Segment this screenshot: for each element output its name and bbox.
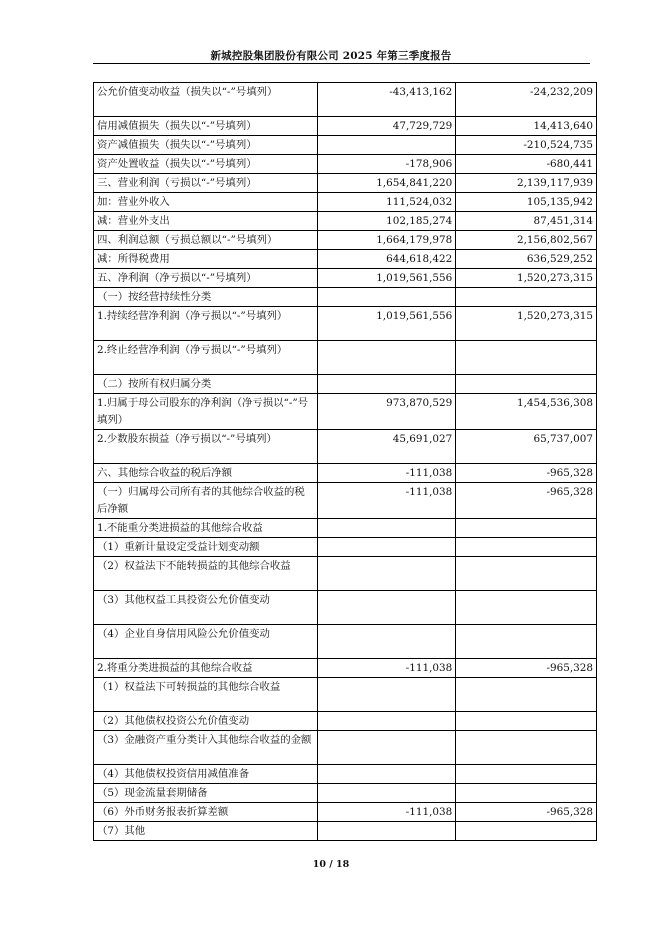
current-period-value: -111,038 bbox=[317, 803, 456, 822]
row-label: （5）现金流量套期储备 bbox=[94, 784, 318, 803]
report-header: 新城控股集团股份有限公司 2025 年第三季度报告 bbox=[210, 50, 452, 62]
prior-period-value: 65,737,007 bbox=[456, 430, 597, 464]
current-period-value bbox=[317, 784, 456, 803]
current-period-value: -43,413,162 bbox=[317, 83, 456, 117]
row-label: 减：营业外支出 bbox=[94, 212, 318, 231]
prior-period-value: 1,520,273,315 bbox=[456, 269, 597, 288]
prior-period-value: -210,524,735 bbox=[456, 136, 597, 155]
current-period-value: -111,038 bbox=[317, 464, 456, 483]
row-label: （3）金融资产重分类计入其他综合收益的金额 bbox=[94, 731, 318, 765]
table-row bbox=[94, 288, 597, 307]
row-label: （1）重新计量设定受益计划变动额 bbox=[94, 538, 318, 557]
current-period-value: -111,038 bbox=[317, 659, 456, 678]
current-period-value: 1,654,841,220 bbox=[317, 174, 456, 193]
current-period-value bbox=[317, 625, 456, 659]
prior-period-value: 87,451,314 bbox=[456, 212, 597, 231]
prior-period-value: 2,156,802,567 bbox=[456, 231, 597, 250]
current-period-value: 111,524,032 bbox=[317, 193, 456, 212]
prior-period-value: 105,135,942 bbox=[456, 193, 597, 212]
row-label: 2.将重分类进损益的其他综合收益 bbox=[94, 659, 318, 678]
current-period-value bbox=[317, 765, 456, 784]
current-period-value: 102,185,274 bbox=[317, 212, 456, 231]
table-row bbox=[94, 250, 597, 269]
prior-period-value bbox=[456, 784, 597, 803]
prior-period-value: 1,520,273,315 bbox=[456, 307, 597, 341]
prior-period-value: 14,413,640 bbox=[456, 117, 597, 136]
current-period-value: 1,019,561,556 bbox=[317, 307, 456, 341]
prior-period-value bbox=[456, 822, 597, 841]
page-number: 10 / 18 bbox=[312, 859, 350, 870]
table-row bbox=[94, 519, 597, 538]
table-row bbox=[94, 483, 597, 519]
table-row bbox=[94, 538, 597, 557]
table-row bbox=[94, 83, 597, 117]
prior-period-value bbox=[456, 712, 597, 731]
row-label: 三、营业利润（亏损以“-”号填列） bbox=[94, 174, 318, 193]
prior-period-value: 636,529,252 bbox=[456, 250, 597, 269]
current-period-value: 47,729,729 bbox=[317, 117, 456, 136]
row-label: （4）其他债权投资信用减值准备 bbox=[94, 765, 318, 784]
current-period-value bbox=[317, 731, 456, 765]
row-label: （一）归属母公司所有者的其他综合收益的税后净额 bbox=[94, 483, 318, 519]
table-row bbox=[94, 803, 597, 822]
table-body bbox=[94, 83, 597, 841]
table-row bbox=[94, 731, 597, 765]
table-row bbox=[94, 269, 597, 288]
table-row bbox=[94, 375, 597, 394]
table-row bbox=[94, 625, 597, 659]
prior-period-value bbox=[456, 731, 597, 765]
current-period-value bbox=[317, 341, 456, 375]
prior-period-value: -965,328 bbox=[456, 483, 597, 519]
row-label: 1.持续经营净利润（净亏损以“-”号填列） bbox=[94, 307, 318, 341]
prior-period-value bbox=[456, 591, 597, 625]
prior-period-value: 1,454,536,308 bbox=[456, 394, 597, 430]
current-period-value: 45,691,027 bbox=[317, 430, 456, 464]
current-period-value bbox=[317, 591, 456, 625]
current-period-value bbox=[317, 678, 456, 712]
table-row bbox=[94, 307, 597, 341]
prior-period-value bbox=[456, 375, 597, 394]
row-label: 加：营业外收入 bbox=[94, 193, 318, 212]
prior-period-value: -965,328 bbox=[456, 464, 597, 483]
prior-period-value: -965,328 bbox=[456, 659, 597, 678]
row-label: （6）外币财务报表折算差额 bbox=[94, 803, 318, 822]
row-label: 六、其他综合收益的税后净额 bbox=[94, 464, 318, 483]
row-label: （二）按所有权归属分类 bbox=[94, 375, 318, 394]
prior-period-value bbox=[456, 288, 597, 307]
table-row bbox=[94, 784, 597, 803]
current-period-value: -178,906 bbox=[317, 155, 456, 174]
current-period-value bbox=[317, 136, 456, 155]
current-period-value bbox=[317, 288, 456, 307]
current-period-value bbox=[317, 712, 456, 731]
current-period-value bbox=[317, 375, 456, 394]
row-label: 资产减值损失（损失以“-”号填列） bbox=[94, 136, 318, 155]
prior-period-value: 2,139,117,939 bbox=[456, 174, 597, 193]
prior-period-value bbox=[456, 625, 597, 659]
income-statement-table bbox=[93, 82, 597, 841]
row-label: 信用减值损失（损失以“-”号填列） bbox=[94, 117, 318, 136]
current-period-value bbox=[317, 538, 456, 557]
table-row bbox=[94, 155, 597, 174]
prior-period-value bbox=[456, 678, 597, 712]
row-label: 资产处置收益（损失以“-”号填列） bbox=[94, 155, 318, 174]
table-row bbox=[94, 712, 597, 731]
row-label: （2）权益法下不能转损益的其他综合收益 bbox=[94, 557, 318, 591]
prior-period-value bbox=[456, 341, 597, 375]
row-label: 减：所得税费用 bbox=[94, 250, 318, 269]
current-period-value: 1,019,561,556 bbox=[317, 269, 456, 288]
current-period-value: 973,870,529 bbox=[317, 394, 456, 430]
row-label: （2）其他债权投资公允价值变动 bbox=[94, 712, 318, 731]
table-row bbox=[94, 174, 597, 193]
table-row bbox=[94, 117, 597, 136]
table-row bbox=[94, 464, 597, 483]
row-label: 四、利润总额（亏损总额以“-”号填列） bbox=[94, 231, 318, 250]
row-label: 公允价值变动收益（损失以“-”号填列） bbox=[94, 83, 318, 117]
current-period-value bbox=[317, 822, 456, 841]
prior-period-value bbox=[456, 538, 597, 557]
table-row bbox=[94, 212, 597, 231]
table-row bbox=[94, 659, 597, 678]
current-period-value: 1,664,179,978 bbox=[317, 231, 456, 250]
table-row bbox=[94, 231, 597, 250]
row-label: （3）其他权益工具投资公允价值变动 bbox=[94, 591, 318, 625]
prior-period-value bbox=[456, 519, 597, 538]
current-period-value bbox=[317, 519, 456, 538]
row-label: （7）其他 bbox=[94, 822, 318, 841]
row-label: （4）企业自身信用风险公允价值变动 bbox=[94, 625, 318, 659]
table-row bbox=[94, 765, 597, 784]
prior-period-value: -24,232,209 bbox=[456, 83, 597, 117]
table-row bbox=[94, 394, 597, 430]
table-row bbox=[94, 136, 597, 155]
row-label: 1.不能重分类进损益的其他综合收益 bbox=[94, 519, 318, 538]
current-period-value bbox=[317, 557, 456, 591]
row-label: 2.少数股东损益（净亏损以“-”号填列） bbox=[94, 430, 318, 464]
table-row bbox=[94, 430, 597, 464]
prior-period-value: -965,328 bbox=[456, 803, 597, 822]
row-label: 五、净利润（净亏损以“-”号填列） bbox=[94, 269, 318, 288]
row-label: 1.归属于母公司股东的净利润（净亏损以“-”号填列） bbox=[94, 394, 318, 430]
header-rule bbox=[93, 63, 590, 64]
table-row bbox=[94, 822, 597, 841]
row-label: 2.终止经营净利润（净亏损以“-”号填列） bbox=[94, 341, 318, 375]
table-row bbox=[94, 557, 597, 591]
prior-period-value: -680,441 bbox=[456, 155, 597, 174]
table-row bbox=[94, 193, 597, 212]
table-row bbox=[94, 678, 597, 712]
prior-period-value bbox=[456, 557, 597, 591]
table-row bbox=[94, 341, 597, 375]
row-label: （一）按经营持续性分类 bbox=[94, 288, 318, 307]
current-period-value: 644,618,422 bbox=[317, 250, 456, 269]
prior-period-value bbox=[456, 765, 597, 784]
row-label: （1）权益法下可转损益的其他综合收益 bbox=[94, 678, 318, 712]
current-period-value: -111,038 bbox=[317, 483, 456, 519]
table-row bbox=[94, 591, 597, 625]
